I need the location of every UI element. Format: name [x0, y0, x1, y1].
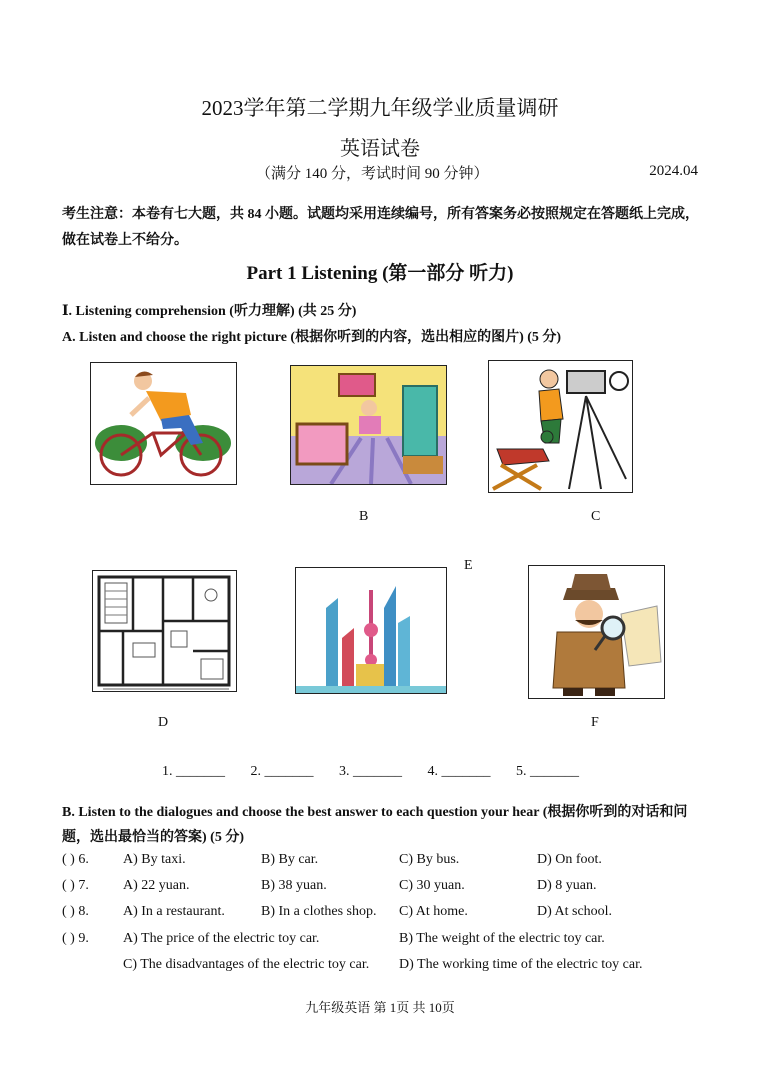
section-B-heading: B. Listen to the dialogues and choose the best answer to each question your hear (根据你听到的对话和问题，选出最恰当的答案) (5 分)	[62, 805, 688, 845]
question-7-option-b: B) 38 yuan.	[261, 878, 327, 893]
picture-detective	[528, 565, 665, 699]
blank-5[interactable]: 5. _______	[516, 764, 579, 779]
question-7-number: ( ) 7.	[62, 878, 89, 893]
answer-blanks	[162, 764, 601, 780]
page-subtitle: 英语试卷	[340, 138, 420, 160]
question-6-option-b: B) By car.	[261, 852, 319, 867]
question-7-option-c: C) 30 yuan.	[399, 878, 465, 893]
page-title: 2023学年第二学期九年级学业质量调研	[201, 96, 559, 120]
picture-label-D: D	[158, 715, 169, 730]
question-9-option-d: D) The working time of the electric toy car.	[399, 957, 643, 972]
picture-cyclist	[90, 362, 237, 485]
section-A-heading: A. Listen and choose the right picture (根据你听到的内容，选出相应的图片) (5 分)	[62, 330, 562, 345]
picture-label-F: F	[591, 715, 599, 730]
section-I-heading: Ⅰ. Listening comprehension (听力理解) (共 25 分)	[62, 304, 357, 319]
picture-label-E: E	[464, 558, 473, 573]
exam-date: 2024.04	[649, 163, 698, 179]
question-6-option-d: D) On foot.	[537, 852, 602, 867]
blank-1[interactable]: 1. _______	[162, 764, 225, 779]
picture-city-skyline	[295, 567, 447, 694]
question-6-number: ( ) 6.	[62, 852, 89, 867]
blank-4[interactable]: 4. _______	[427, 764, 491, 779]
question-7-option-d: D) 8 yuan.	[537, 878, 597, 893]
picture-label-B: B	[359, 509, 369, 524]
question-9-number: ( ) 9.	[62, 931, 89, 946]
question-8-option-c: C) At home.	[399, 904, 468, 919]
question-6-option-a: A) By taxi.	[123, 852, 186, 867]
part-title: Part 1 Listening (第一部分 听力)	[246, 263, 514, 284]
page-footer: 九年级英语 第 1页 共 10页	[305, 1000, 455, 1015]
question-9-option-b: B) The weight of the electric toy car.	[399, 931, 605, 946]
notice-text: 考生注意：本卷有七大题，共 84 小题。试题均采用连续编号，所有答案务必按照规定在答题纸上完成，做在试卷上不给分。	[62, 207, 699, 248]
picture-label-C: C	[591, 509, 601, 524]
question-6-option-c: C) By bus.	[399, 852, 460, 867]
blank-3[interactable]: 3. _______	[339, 764, 402, 779]
question-9-option-a: A) The price of the electric toy car.	[123, 931, 320, 946]
question-8-option-a: A) In a restaurant.	[123, 904, 225, 919]
score-info: （满分 140 分，考试时间 90 分钟）	[256, 166, 489, 182]
question-8-option-b: B) In a clothes shop.	[261, 904, 377, 919]
question-8-option-d: D) At school.	[537, 904, 613, 919]
question-8-number: ( ) 8.	[62, 904, 89, 919]
question-9-option-c: C) The disadvantages of the electric toy car.	[123, 957, 370, 972]
picture-floor-plan	[92, 570, 237, 692]
blank-2[interactable]: 2. _______	[250, 764, 314, 779]
picture-cameraman	[488, 360, 633, 493]
question-7-option-a: A) 22 yuan.	[123, 878, 190, 893]
picture-bedroom	[290, 365, 447, 485]
